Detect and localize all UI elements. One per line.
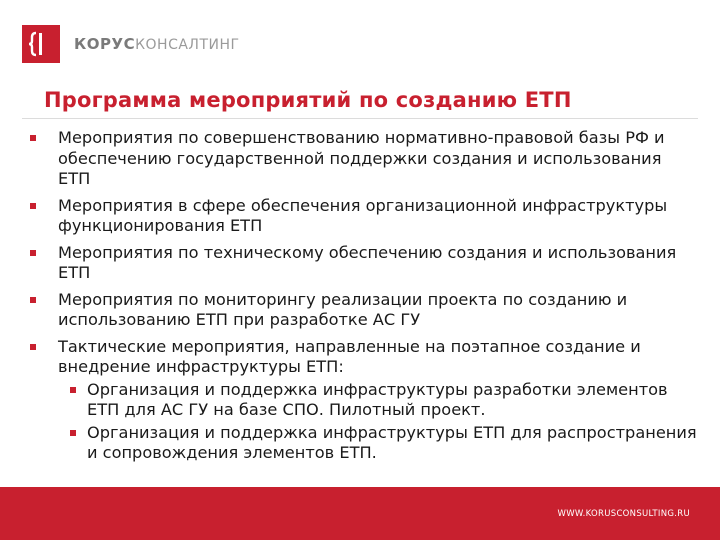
slide-title: Программа мероприятий по созданию ЕТП xyxy=(44,88,572,112)
list-item-text: Тактические мероприятия, направленные на поэтапное создание и внедрение инфраструктуры ЕТП: xyxy=(58,336,641,376)
bullet-square-icon xyxy=(30,135,36,141)
list-item xyxy=(28,243,698,284)
title-divider xyxy=(22,118,698,119)
list-item-text: Мероприятия по совершенствованию нормативно-правовой базы РФ и обеспечению государственной поддержки создания и использования ЕТП xyxy=(58,128,665,188)
logo-wordmark xyxy=(74,35,240,53)
list-item-text: Мероприятия по техническому обеспечению создания и использования ЕТП xyxy=(58,242,677,282)
sub-list-item-text: Организация и поддержка инфраструктуры разработки элементов ЕТП для АС ГУ на базе СПО. Пилотный проект. xyxy=(87,379,668,419)
list-item xyxy=(28,128,698,190)
bullet-square-icon xyxy=(70,387,76,393)
list-item xyxy=(28,290,698,331)
bullet-square-icon xyxy=(30,250,36,256)
company-logo xyxy=(22,22,240,66)
list-item xyxy=(28,337,698,464)
list-item-text: Мероприятия в сфере обеспечения организационной инфраструктуры функционирования ЕТП xyxy=(58,195,668,235)
sub-list-item-text: Организация и поддержка инфраструктуры ЕТП для распространения и сопровождения элементов ЕТП. xyxy=(87,422,697,462)
sub-list xyxy=(58,380,698,464)
bullet-square-icon xyxy=(30,297,36,303)
footer-url: WWW.KORUSCONSULTING.RU xyxy=(557,509,690,519)
logo-mark-icon xyxy=(22,25,60,63)
bullet-list xyxy=(28,128,698,470)
footer-bar xyxy=(0,487,720,540)
bullet-square-icon xyxy=(30,203,36,209)
bullet-square-icon xyxy=(30,344,36,350)
logo-word-consulting: КОНСАЛТИНГ xyxy=(135,37,240,53)
sub-list-item xyxy=(58,380,698,421)
bullet-square-icon xyxy=(70,430,76,436)
sub-list-item xyxy=(58,423,698,464)
list-item-text: Мероприятия по мониторингу реализации проекта по созданию и использованию ЕТП при разработке АС ГУ xyxy=(58,289,628,329)
logo-word-korus: КОРУС xyxy=(74,35,136,53)
list-item xyxy=(28,196,698,237)
